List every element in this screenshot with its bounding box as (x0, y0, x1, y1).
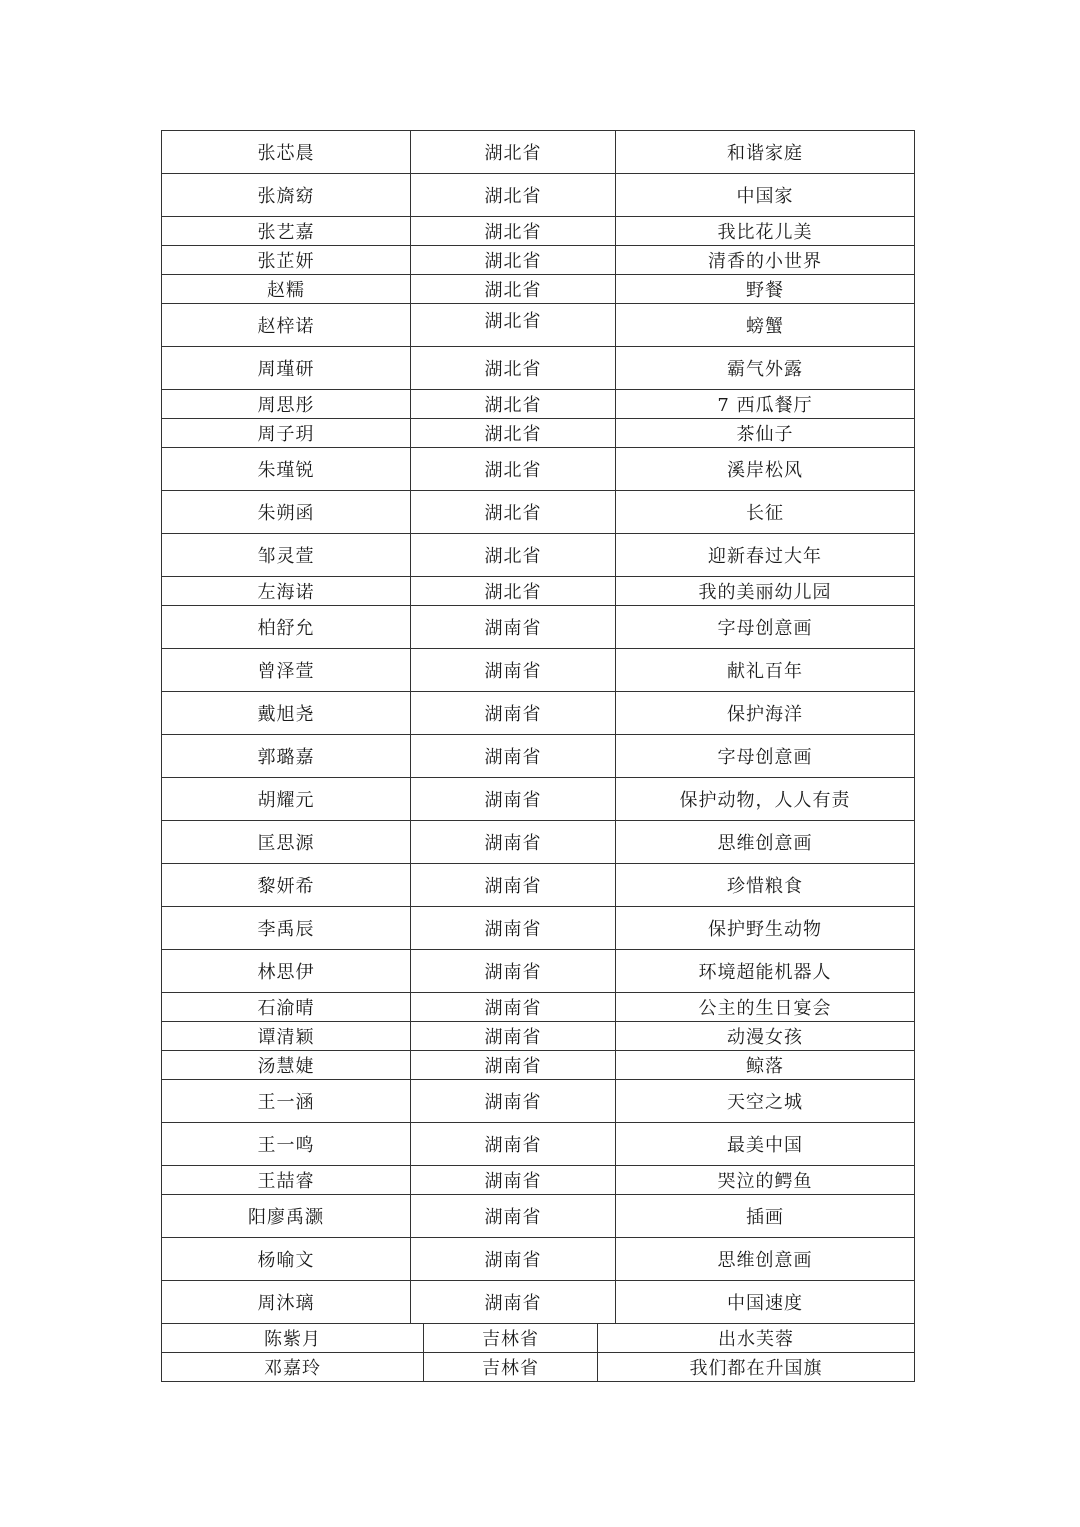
title-cell: 最美中国 (727, 1135, 803, 1156)
name-cell: 戴旭尧 (162, 692, 411, 734)
name-cell: 王一涵 (162, 1080, 411, 1122)
province-cell: 湖南省 (411, 821, 616, 863)
table-row (162, 174, 914, 217)
title-cell: 保护海洋 (727, 704, 803, 725)
name-cell: 石渝晴 (162, 993, 411, 1021)
name-cell: 左海诺 (162, 577, 411, 605)
table-row (162, 606, 914, 649)
province-cell: 湖北省 (411, 275, 616, 303)
name-cell: 王喆睿 (162, 1166, 411, 1194)
table-row (162, 821, 914, 864)
name-cell: 汤慧婕 (162, 1051, 411, 1079)
table-row (162, 246, 914, 275)
title-cell: 茶仙子 (736, 424, 794, 445)
table-row (162, 1080, 914, 1123)
title-cell: 动漫女孩 (727, 1027, 803, 1048)
table-row (162, 131, 914, 174)
province-cell: 湖南省 (411, 1281, 616, 1323)
title-cell: 珍惜粮食 (727, 876, 803, 897)
table-row (162, 390, 914, 419)
province-cell: 湖北省 (411, 419, 616, 447)
table-row (162, 347, 914, 390)
title-cell: 野餐 (746, 280, 784, 301)
name-cell: 张旖窈 (162, 174, 411, 216)
table-row (162, 534, 914, 577)
table-row (162, 1022, 914, 1051)
name-cell: 邓嘉玲 (162, 1353, 424, 1381)
table-row (162, 1166, 914, 1195)
province-cell: 湖南省 (411, 778, 616, 820)
province-cell: 湖南省 (411, 1195, 616, 1237)
province-cell: 湖南省 (411, 950, 616, 992)
title-cell: 保护野生动物 (708, 919, 822, 940)
province-cell: 湖南省 (411, 1051, 616, 1079)
name-cell: 曾泽萱 (162, 649, 411, 691)
name-cell: 周思彤 (162, 390, 411, 418)
name-cell: 赵梓诺 (162, 304, 411, 346)
table-row (162, 217, 914, 246)
province-cell: 湖北省 (411, 491, 616, 533)
province-cell: 湖南省 (411, 993, 616, 1021)
name-cell: 李禹辰 (162, 907, 411, 949)
name-cell: 林思伊 (162, 950, 411, 992)
province-cell: 湖北省 (411, 390, 616, 418)
province-cell: 湖北省 (411, 534, 616, 576)
province-cell: 湖北省 (411, 577, 616, 605)
table-row (162, 304, 914, 347)
title-cell: 中国家 (736, 186, 794, 207)
name-cell: 杨喻文 (162, 1238, 411, 1280)
title-cell: 哭泣的鳄鱼 (717, 1171, 813, 1192)
title-cell: 我比花儿美 (717, 222, 813, 243)
title-cell: 思维创意画 (717, 833, 813, 854)
title-cell: 公主的生日宴会 (698, 998, 832, 1019)
name-cell: 张艺嘉 (162, 217, 411, 245)
table-row (162, 649, 914, 692)
province-cell: 湖北省 (411, 448, 616, 490)
table-row (162, 1238, 914, 1281)
province-cell: 湖南省 (411, 1022, 616, 1050)
table-row (162, 491, 914, 534)
name-cell: 阳廖禹灏 (162, 1195, 411, 1237)
name-cell: 郭璐嘉 (162, 735, 411, 777)
table-row (162, 864, 914, 907)
title-cell: 插画 (746, 1207, 784, 1228)
title-cell: 中国速度 (727, 1293, 803, 1314)
title-cell: 迎新春过大年 (708, 546, 822, 567)
name-cell: 张芷妍 (162, 246, 411, 274)
table-row (162, 950, 914, 993)
title-cell: 字母创意画 (717, 747, 813, 768)
title-cell: 保护动物，人人有责 (679, 790, 851, 811)
table-row (162, 448, 914, 491)
name-cell: 柏舒允 (162, 606, 411, 648)
name-cell: 黎妍希 (162, 864, 411, 906)
province-cell: 湖南省 (411, 907, 616, 949)
table-row (162, 1123, 914, 1166)
province-cell: 湖南省 (411, 864, 616, 906)
province-cell: 湖北省 (411, 246, 616, 274)
table-row (162, 1051, 914, 1080)
name-cell: 张芯晨 (162, 131, 411, 173)
title-cell: 天空之城 (727, 1092, 803, 1113)
title-cell: 我们都在升国旗 (689, 1358, 823, 1379)
name-cell: 周沐璃 (162, 1281, 411, 1323)
title-cell: 思维创意画 (717, 1250, 813, 1271)
province-cell: 湖南省 (411, 1166, 616, 1194)
title-cell: 鲸落 (746, 1056, 784, 1077)
title-cell: 我的美丽幼儿园 (698, 582, 832, 603)
province-cell: 湖北省 (411, 217, 616, 245)
province-cell: 湖北省 (411, 304, 616, 346)
title-cell: 环境超能机器人 (698, 962, 832, 983)
province-cell: 湖南省 (411, 1123, 616, 1165)
province-cell: 湖南省 (411, 606, 616, 648)
name-cell: 周子玥 (162, 419, 411, 447)
name-cell: 谭清颖 (162, 1022, 411, 1050)
name-cell: 朱朔函 (162, 491, 411, 533)
province-cell: 湖南省 (411, 1238, 616, 1280)
name-cell: 周瑾研 (162, 347, 411, 389)
province-cell: 吉林省 (424, 1324, 598, 1352)
title-cell: 溪岸松风 (727, 460, 803, 481)
province-cell: 湖北省 (411, 174, 616, 216)
province-cell: 湖北省 (411, 347, 616, 389)
table-row (162, 993, 914, 1022)
title-cell: 霸气外露 (727, 359, 803, 380)
title-cell: 长征 (746, 503, 784, 524)
province-cell: 湖南省 (411, 692, 616, 734)
table-row (162, 692, 914, 735)
table-row (162, 907, 914, 950)
title-cell: 7 西瓜餐厅 (717, 395, 813, 416)
title-cell: 螃蟹 (746, 316, 784, 337)
table-row (162, 1353, 914, 1382)
title-cell: 献礼百年 (727, 661, 803, 682)
name-cell: 朱瑾锐 (162, 448, 411, 490)
table-row (162, 275, 914, 304)
name-cell: 赵糯 (162, 275, 411, 303)
table-row (162, 577, 914, 606)
name-cell: 胡耀元 (162, 778, 411, 820)
province-cell: 湖北省 (411, 131, 616, 173)
province-cell: 湖南省 (411, 1080, 616, 1122)
name-cell: 王一鸣 (162, 1123, 411, 1165)
title-cell: 清香的小世界 (708, 251, 822, 272)
name-cell: 匡思源 (162, 821, 411, 863)
province-cell: 湖南省 (411, 649, 616, 691)
table-row (162, 778, 914, 821)
name-cell: 陈紫月 (162, 1324, 424, 1352)
table-row (162, 735, 914, 778)
name-cell: 邹灵萱 (162, 534, 411, 576)
table-row (162, 419, 914, 448)
province-cell: 吉林省 (424, 1353, 598, 1381)
entries-table (161, 130, 915, 1382)
table-row (162, 1281, 914, 1324)
table-row (162, 1324, 914, 1353)
title-cell: 和谐家庭 (727, 143, 803, 164)
title-cell: 出水芙蓉 (718, 1329, 794, 1350)
title-cell: 字母创意画 (717, 618, 813, 639)
province-cell: 湖南省 (411, 735, 616, 777)
table-row (162, 1195, 914, 1238)
